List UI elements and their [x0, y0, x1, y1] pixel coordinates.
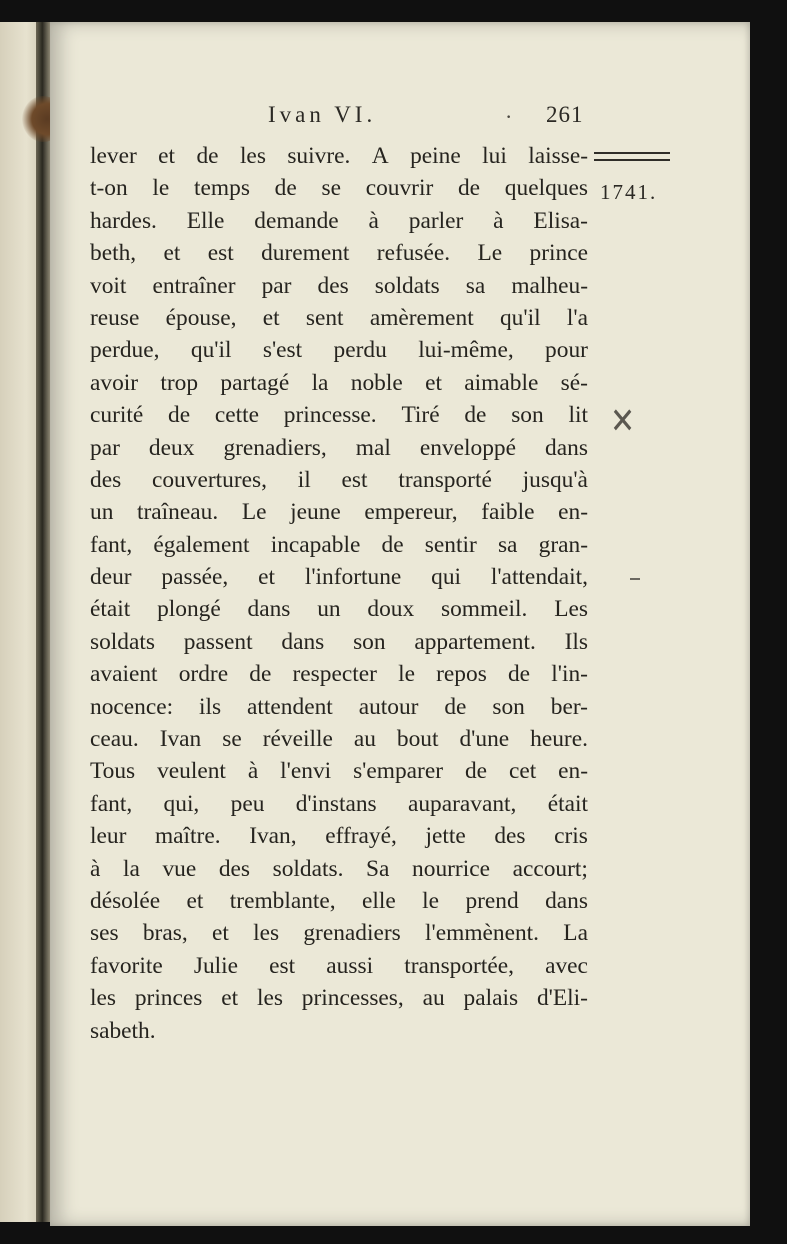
word: durement [261, 240, 350, 267]
word: à [368, 207, 379, 234]
word: à [247, 758, 259, 785]
word: l'infortune [304, 564, 402, 591]
word: veulent [157, 758, 226, 785]
word: cette [214, 402, 260, 429]
word: prince [529, 240, 588, 267]
word: de [464, 402, 487, 429]
text-line [90, 270, 588, 302]
word: son [353, 628, 386, 655]
word: le [152, 175, 170, 202]
word: sa [465, 272, 486, 299]
word: à [493, 207, 504, 234]
word: fant, [90, 531, 133, 558]
word: avoir [90, 369, 139, 396]
word: des [218, 855, 251, 882]
word: sabeth. [90, 1017, 156, 1044]
word: son [511, 402, 544, 429]
word: les [256, 985, 283, 1012]
word: repos [436, 661, 487, 688]
word: d'Eli- [536, 985, 588, 1012]
word: maître. [154, 823, 221, 850]
text-line [90, 950, 588, 982]
word: trop [160, 369, 199, 396]
word: curité [90, 402, 144, 429]
word: sa [497, 531, 518, 558]
word: elle [362, 887, 396, 914]
word: jeune [290, 499, 341, 526]
word: de [464, 758, 488, 785]
word: jusqu'à [522, 466, 588, 493]
word: nocence: [90, 693, 174, 720]
word: et [262, 304, 280, 331]
word: cris [554, 823, 588, 850]
word: leur [90, 823, 127, 850]
word: la [311, 369, 329, 396]
word: désolée [90, 887, 161, 914]
word: empereur, [364, 499, 458, 526]
word: les [253, 920, 280, 947]
word: suivre. [287, 143, 351, 169]
word: malheu- [511, 272, 588, 299]
word: s'est [262, 337, 303, 364]
word: se [321, 175, 341, 202]
word: s'emparer [353, 758, 444, 785]
word: et [425, 369, 442, 396]
text-line [90, 140, 588, 172]
word: soldats [374, 272, 440, 299]
word: réveille [262, 726, 333, 753]
word: quelques [504, 175, 588, 202]
pencil-cross-icon: ✕ [610, 400, 636, 443]
word: vue [162, 855, 197, 882]
word: et [163, 240, 181, 267]
text-line [90, 1015, 588, 1047]
word: grenadiers [303, 920, 401, 947]
text-line [90, 853, 588, 885]
word: Ils [564, 628, 588, 655]
word: sent [305, 304, 344, 331]
word: qu'il [190, 337, 232, 364]
word: est [341, 466, 368, 493]
word: se [222, 726, 242, 753]
word: Elle [186, 207, 225, 234]
word: fant, [90, 790, 133, 817]
word: transporté [398, 466, 492, 493]
word: accourt; [512, 855, 588, 882]
word: enveloppé [419, 434, 516, 461]
word: voit [90, 272, 127, 299]
word: Ivan [159, 726, 202, 753]
word: la [122, 855, 140, 882]
word: passent [183, 628, 253, 655]
text-line [90, 723, 588, 755]
margin-dash [630, 578, 640, 580]
word: d'instans [295, 790, 377, 817]
text-line [90, 367, 588, 399]
word: peu [230, 790, 265, 817]
word: et [211, 920, 229, 947]
word: dans [281, 628, 325, 655]
word: lui [482, 143, 507, 169]
word: et [186, 887, 204, 914]
word: l'attendait, [490, 564, 588, 591]
word: des [90, 466, 122, 493]
word: est [207, 240, 234, 267]
word: l'in- [551, 661, 588, 688]
margin-year: 1741. [600, 180, 658, 204]
word: heure. [530, 726, 588, 753]
text-line [90, 626, 588, 658]
word: ses [90, 920, 119, 947]
word: sentir [424, 531, 477, 558]
word: respecter [292, 661, 377, 688]
word: faible [481, 499, 535, 526]
word: partagé [220, 369, 290, 396]
margin-double-rule [594, 152, 670, 161]
word: Le [241, 499, 267, 526]
word: de [507, 661, 531, 688]
word: Julie [193, 952, 239, 979]
word: princes [134, 985, 203, 1012]
text-line [90, 464, 588, 496]
text-line [90, 755, 588, 787]
word: l'a [566, 304, 588, 331]
word: au [353, 726, 376, 753]
word: de [196, 143, 219, 169]
word: effrayé, [325, 823, 397, 850]
word: entraîner [152, 272, 236, 299]
word: d'une [459, 726, 510, 753]
word: favorite [90, 952, 163, 979]
word: mal [355, 434, 391, 461]
word: avaient [90, 661, 158, 688]
word: plongé [157, 596, 221, 623]
word: noble [350, 369, 403, 396]
word: Les [554, 596, 588, 623]
word: traîneau. [137, 499, 219, 526]
word: jette [425, 823, 466, 850]
word: Tous [90, 758, 136, 785]
word: appartement. [414, 628, 536, 655]
word: attendent [247, 693, 333, 720]
word: lit [568, 402, 588, 429]
text-line [90, 302, 588, 334]
word: aimable [464, 369, 539, 396]
text-line [90, 982, 588, 1014]
word: qu'il [499, 304, 541, 331]
word: cet [508, 758, 537, 785]
word: il [297, 466, 311, 493]
word: Tiré [401, 402, 440, 429]
body-text [90, 140, 588, 1047]
word: dans [247, 596, 291, 623]
word: reuse [90, 304, 140, 331]
word: demande [254, 207, 339, 234]
book-gutter [36, 22, 50, 1222]
word: dans [545, 434, 588, 461]
word: amèrement [369, 304, 474, 331]
word: deux [148, 434, 195, 461]
word: dans [545, 887, 588, 914]
text-line [90, 334, 588, 366]
word: soldats [90, 628, 155, 655]
word: transportée, [404, 952, 514, 979]
text-line [90, 561, 588, 593]
word: en- [558, 499, 588, 526]
page-number: 261 [546, 102, 584, 127]
word: palais [463, 985, 519, 1012]
word: est [269, 952, 296, 979]
word: princesses, [301, 985, 404, 1012]
word: pour [545, 337, 588, 364]
word: autour [358, 693, 419, 720]
word: l'envi [280, 758, 332, 785]
word: A [371, 143, 389, 169]
word: qui [431, 564, 462, 591]
word: peine [410, 143, 461, 169]
word: Le [477, 240, 503, 267]
word: parler [408, 207, 464, 234]
word: épouse, [165, 304, 237, 331]
word: soldats. [272, 855, 344, 882]
word: sommeil. [440, 596, 528, 623]
text-line [90, 593, 588, 625]
word: ber- [550, 693, 588, 720]
word: tremblante, [229, 887, 336, 914]
word: princesse. [283, 402, 377, 429]
text-line [90, 237, 588, 269]
word: était [547, 790, 588, 817]
word: ordre [178, 661, 229, 688]
word: perdue, [90, 337, 160, 364]
word: un [90, 499, 114, 526]
word: le [398, 661, 415, 688]
text-line [90, 917, 588, 949]
text-line [90, 399, 588, 431]
word: en- [558, 758, 588, 785]
word: les [90, 985, 116, 1012]
text-line [90, 172, 588, 204]
text-line [90, 820, 588, 852]
word: couvertures, [151, 466, 267, 493]
text-line [90, 658, 588, 690]
word: temps [194, 175, 250, 202]
word: des [317, 272, 349, 299]
word: et [158, 143, 176, 169]
word: l'emmènent. [425, 920, 540, 947]
word: de [457, 175, 481, 202]
word: les [239, 143, 266, 169]
word: refusée. [376, 240, 451, 267]
word: ceau. [90, 726, 139, 753]
text-line [90, 529, 588, 561]
word: t-on [90, 175, 128, 202]
word: nourrice [412, 855, 490, 882]
text-line [90, 788, 588, 820]
word: perdu [333, 337, 387, 364]
word: des [494, 823, 526, 850]
word: Sa [366, 855, 390, 882]
text-line [90, 885, 588, 917]
word: était [90, 596, 131, 623]
word: Ivan, [249, 823, 297, 850]
word: couvrir [365, 175, 434, 202]
word: qui, [163, 790, 200, 817]
word: incapable [270, 531, 361, 558]
word: bras, [142, 920, 188, 947]
running-head-separator: · [505, 104, 513, 129]
word: par [90, 434, 120, 461]
word: gran- [538, 531, 588, 558]
word: également [153, 531, 250, 558]
word: son [492, 693, 525, 720]
word: un [317, 596, 341, 623]
word: avec [545, 952, 588, 979]
text-line [90, 691, 588, 723]
word: lui-même, [418, 337, 514, 364]
word: à [90, 855, 101, 882]
word: bout [396, 726, 439, 753]
word: et [221, 985, 239, 1012]
word: beth, [90, 240, 137, 267]
word: La [563, 920, 588, 947]
word: prend [465, 887, 519, 914]
word: laisse- [528, 143, 588, 169]
word: Elisa- [533, 207, 588, 234]
word: sé- [560, 369, 588, 396]
word: auparavant, [407, 790, 517, 817]
word: ils [199, 693, 222, 720]
word: doux [367, 596, 415, 623]
word: lever [90, 143, 137, 169]
text-line [90, 205, 588, 237]
text-line [90, 432, 588, 464]
word: de [274, 175, 297, 202]
word: le [422, 887, 440, 914]
running-head-title: Ivan VI. [268, 102, 377, 127]
word: hardes. [90, 207, 157, 234]
word: et [258, 564, 276, 591]
text-line [90, 496, 588, 528]
word: de [444, 693, 467, 720]
word: passée, [161, 564, 229, 591]
word: de [381, 531, 404, 558]
word: par [261, 272, 292, 299]
word: au [422, 985, 445, 1012]
word: aussi [326, 952, 374, 979]
word: de [249, 661, 272, 688]
word: grenadiers, [223, 434, 327, 461]
word: de [168, 402, 191, 429]
word: deur [90, 564, 132, 591]
